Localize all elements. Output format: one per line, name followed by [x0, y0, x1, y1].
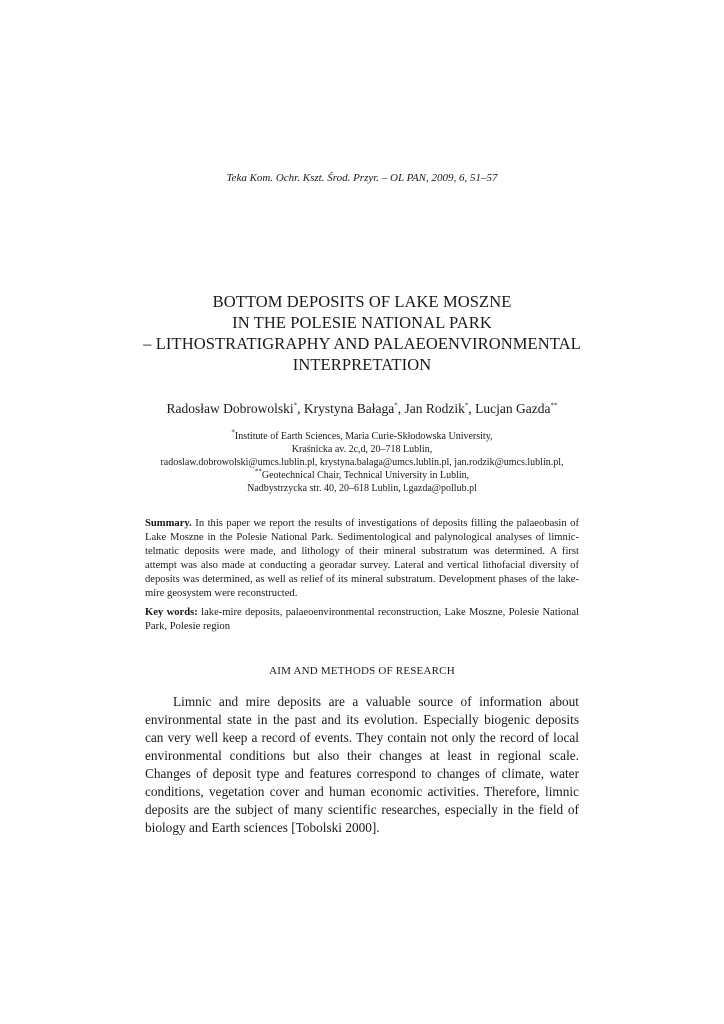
- affiliation-line: [120, 469, 604, 482]
- author-separator: ,: [297, 401, 304, 416]
- author-mark: *: [464, 401, 469, 410]
- affiliation-text: Institute of Earth Sciences, Maria Curie-Skłodowska University,: [234, 431, 493, 442]
- affiliation-text: Geotechnical Chair, Technical University in Lublin,: [261, 470, 470, 481]
- article-title: [120, 291, 604, 375]
- keywords-text: lake-mire deposits, palaeoenvironmental reconstruction, Lake Moszne, Polesie National Park, Polesie region: [145, 607, 579, 632]
- affiliation-line: Kraśnicka av. 2c,d, 20–718 Lublin,: [291, 444, 433, 455]
- author-separator: ,: [397, 401, 405, 416]
- abstract-label: Summary.: [145, 518, 192, 529]
- author-list: [0, 401, 724, 417]
- author-mark: *: [394, 401, 398, 410]
- affiliation-mark: *: [231, 428, 235, 437]
- author-separator: ,: [468, 401, 476, 416]
- author-mark: *: [293, 401, 298, 410]
- author-name: Jan Rodzik: [404, 401, 465, 416]
- author-name: Krystyna Bałaga: [303, 401, 395, 416]
- abstract-text: In this paper we report the results of investigations of deposits filling the palaeobasin of Lake Moszne in the Polesie National Park. Sedimentological and palynological analyses of limnic-telmatic deposits were made, and lithology of their mineral substratum was determined. A first attempt was also made at conducting a georadar survey. Lateral and vertical lithofacial diversity of deposits was determined, as well as relief of its mineral substratum. Development phases of the lake-mire geosystem were reconstructed.: [145, 518, 579, 599]
- section-heading: AIM AND METHODS OF RESEARCH: [269, 665, 455, 677]
- body-paragraph: Limnic and mire deposits are a valuable source of information about environmental state in the past and its evolution. Especially biogenic deposits can very well keep a record of events. They contain not only the record of local environmental conditions but also their changes at least in regional scale. Changes of deposit type and features correspond to changes of climate, water conditions, vegetation cover and human economic activities. Therefore, limnic deposits are the subject of many scientific researches, especially in the field of biology and Earth sciences [Tobolski 2000].: [145, 694, 579, 835]
- author-name: Lucjan Gazda: [475, 401, 551, 416]
- author-mark: **: [550, 401, 558, 410]
- author-name: Radosław Dobrowolski: [166, 401, 294, 416]
- affiliations: [120, 430, 604, 495]
- keywords: [145, 606, 579, 634]
- affiliation-emails: radoslaw.dobrowolski@umcs.lublin.pl, krystyna.balaga@umcs.lublin.pl, jan.rodzik@umcs.lublin.pl,: [160, 457, 564, 468]
- affiliation-line: Nadbystrzycka str. 40, 20–618 Lublin, l.gazda@pollub.pl: [247, 483, 477, 494]
- title-line: INTERPRETATION: [292, 355, 432, 374]
- journal-citation: Teka Kom. Ochr. Kszt. Środ. Przyr. – OL PAN, 2009, 6, 51–57: [226, 172, 498, 184]
- abstract: [145, 517, 579, 601]
- title-line: BOTTOM DEPOSITS OF LAKE MOSZNE: [212, 292, 512, 311]
- title-line: IN THE POLESIE NATIONAL PARK: [232, 313, 492, 332]
- keywords-label: Key words:: [145, 607, 198, 618]
- affiliation-mark: **: [254, 467, 262, 476]
- affiliation-line: [120, 430, 604, 443]
- title-line: – LITHOSTRATIGRAPHY AND PALAEOENVIRONMENTAL: [143, 334, 581, 353]
